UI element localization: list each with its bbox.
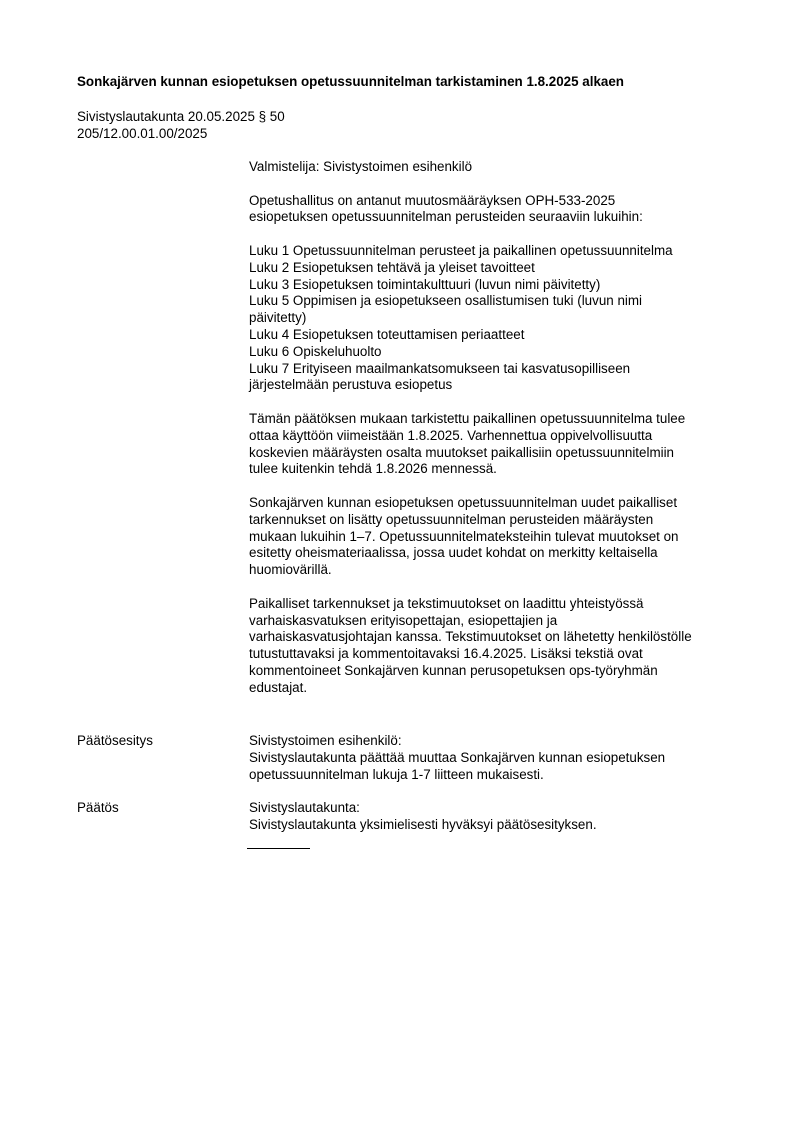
paragraph-line: koskevien määräysten osalta muutokset paikallisiin opetussuunnitelmiin xyxy=(249,444,675,460)
meeting-meta xyxy=(77,109,285,143)
chapter-item xyxy=(249,344,741,361)
decision-line: Sivistyslautakunta yksimielisesti hyväksyi päätösesityksen. xyxy=(249,816,597,832)
proposal-body xyxy=(249,733,741,783)
paragraph-line: varhaiskasvatusjohtajan kanssa. Tekstimuutokset on lähetetty henkilöstölle xyxy=(249,629,692,645)
intro-paragraph xyxy=(249,193,741,227)
chapter-line: Luku 7 Erityiseen maailmankatsomukseen tai kasvatusopilliseen xyxy=(249,360,631,376)
chapter-line: Luku 4 Esiopetuksen toteuttamisen periaatteet xyxy=(249,326,525,342)
chapter-line: Luku 2 Esiopetuksen tehtävä ja yleiset tavoitteet xyxy=(249,259,535,275)
paragraph-line: tutustuttavaksi ja kommentoitavaksi 16.4.2025. Lisäksi tekstiä ovat xyxy=(249,646,643,662)
chapter-item xyxy=(249,327,741,344)
chapter-item xyxy=(249,260,741,277)
chapter-item xyxy=(249,293,741,327)
paragraph-line: mukaan lukuihin 1–7. Opetussuunnitelmateksteihin tulevat muutokset on xyxy=(249,528,679,544)
proposal-label: Päätösesitys xyxy=(77,733,153,748)
paragraph-line: kommentoineet Sonkajärven kunnan perusopetuksen ops-työryhmän xyxy=(249,662,658,678)
proposal-line: Sivistystoimen esihenkilö: xyxy=(249,733,402,748)
decision-label: Päätös xyxy=(77,800,119,815)
preparer-line xyxy=(249,159,741,176)
paragraph-line: varhaiskasvatuksen erityisopettajan, esiopettajien ja xyxy=(249,612,558,628)
paragraph-line: esitetty oheismateriaalissa, jossa uudet kohdat on merkitty keltaisella xyxy=(249,545,658,561)
chapter-line: järjestelmään perustuva esiopetus xyxy=(249,377,453,393)
decision-body xyxy=(249,800,741,834)
paragraph-line: Tämän päätöksen mukaan tarkistettu paikallinen opetussuunnitelma tulee xyxy=(249,410,686,426)
chapter-line: Luku 6 Opiskeluhuolto xyxy=(249,343,382,359)
paragraph-line: edustajat. xyxy=(249,679,308,695)
preparer-text: Valmistelija: Sivistystoimen esihenkilö xyxy=(249,159,473,174)
record-id: 205/12.00.01.00/2025 xyxy=(77,125,208,141)
chapter-list xyxy=(249,243,741,394)
paragraph-line: huomiovärillä. xyxy=(249,562,332,578)
intro-line: Opetushallitus on antanut muutosmääräyksen OPH-533-2025 xyxy=(249,192,616,208)
proposal-line: Sivistyslautakunta päättää muuttaa Sonkajärven kunnan esiopetuksen xyxy=(249,749,666,765)
proposal-line: opetussuunnitelman lukuja 1-7 liitteen mukaisesti. xyxy=(249,766,544,782)
chapter-item xyxy=(249,361,741,395)
chapter-line: Luku 1 Opetussuunnitelman perusteet ja paikallinen opetussuunnitelma xyxy=(249,242,673,258)
preparation-section xyxy=(249,159,741,713)
paragraph-line: Paikalliset tarkennukset ja tekstimuutokset on laadittu yhteistyössä xyxy=(249,595,644,611)
paragraph-line: ottaa käyttöön viimeistään 1.8.2025. Varhennettua oppivelvollisuutta xyxy=(249,427,653,443)
chapter-line: Luku 5 Oppimisen ja esiopetukseen osallistumisen tuki (luvun nimi xyxy=(249,293,642,309)
decision-line: Sivistyslautakunta: xyxy=(249,800,360,815)
chapter-line: päivitetty) xyxy=(249,310,307,326)
meeting-reference: Sivistyslautakunta 20.05.2025 § 50 xyxy=(77,109,285,124)
paragraph-line: tarkennukset on lisätty opetussuunnitelman perusteiden määräysten xyxy=(249,511,654,527)
intro-line: esiopetuksen opetussuunnitelman perusteiden seuraaviin lukuihin: xyxy=(249,209,643,225)
schedule-paragraph xyxy=(249,411,741,478)
page-title: Sonkajärven kunnan esiopetuksen opetussuunnitelman tarkistaminen 1.8.2025 alkaen xyxy=(77,74,624,89)
end-rule-divider xyxy=(247,848,310,849)
chapter-item xyxy=(249,243,741,260)
paragraph-line: Sonkajärven kunnan esiopetuksen opetussuunnitelman uudet paikalliset xyxy=(249,494,678,510)
local-specifics-paragraph xyxy=(249,495,741,579)
chapter-item xyxy=(249,277,741,294)
paragraph-line: tulee kuitenkin tehdä 1.8.2026 mennessä. xyxy=(249,461,497,477)
collaboration-paragraph xyxy=(249,596,741,697)
chapter-line: Luku 3 Esiopetuksen toimintakulttuuri (luvun nimi päivitetty) xyxy=(249,276,601,292)
